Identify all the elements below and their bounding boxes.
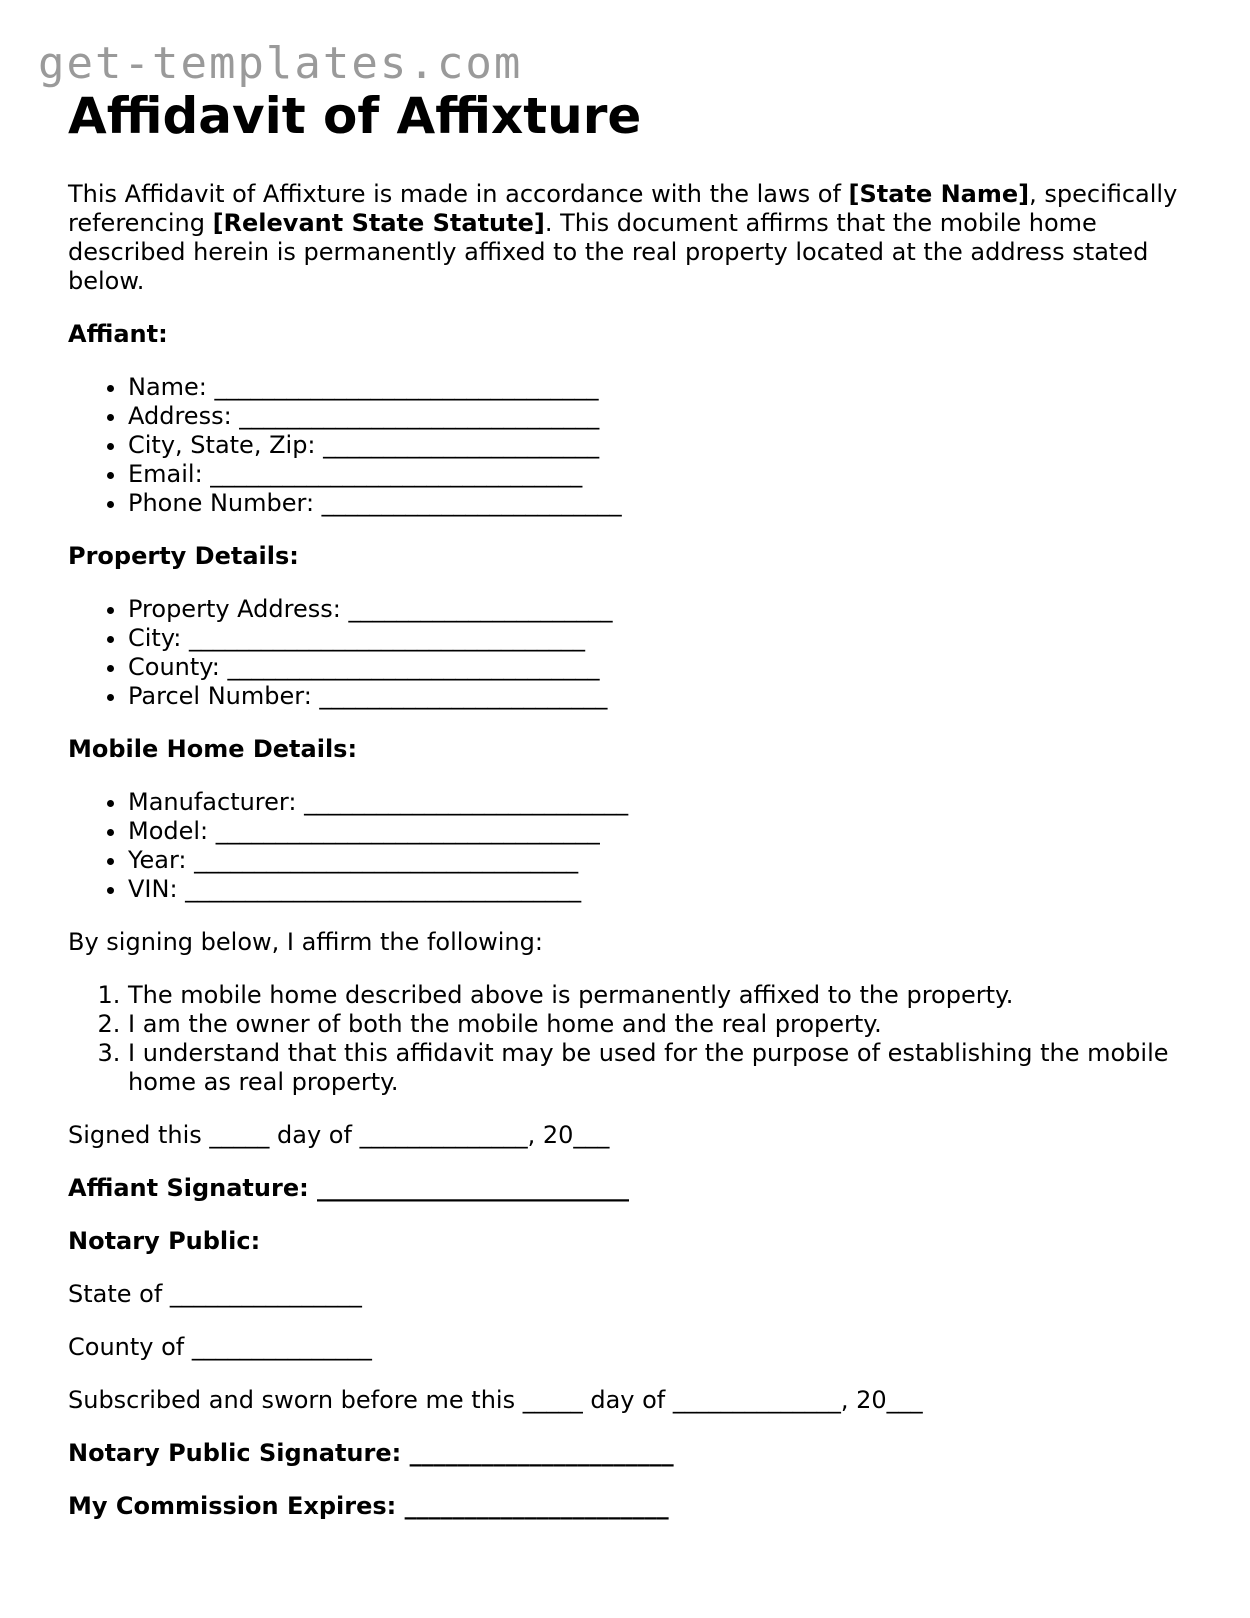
affirmation-item: 1. The mobile home described above is permanently affixed to the property. bbox=[128, 981, 1188, 1010]
intro-text-1: This Affidavit of Affixture is made in accordance with the laws of bbox=[68, 180, 849, 208]
affiant-email-field: • Email: _______________________________ bbox=[128, 460, 1188, 489]
affirm-intro: By signing below, I affirm the following: bbox=[68, 928, 543, 956]
affiant-phone-field: • Phone Number: _________________________ bbox=[128, 489, 1188, 518]
intro-text-2: , specifically referencing bbox=[68, 180, 1178, 237]
affiant-list bbox=[68, 373, 1188, 518]
affiant-signature-line: Affiant Signature: __________________________ bbox=[68, 1174, 630, 1202]
affirmations-list bbox=[68, 981, 1188, 1097]
property-county-field: • County: _______________________________ bbox=[128, 653, 1188, 682]
notary-heading: Notary Public: bbox=[68, 1227, 261, 1255]
intro-paragraph bbox=[68, 180, 1188, 296]
intro-state-placeholder: [State Name] bbox=[848, 180, 1030, 208]
affiant-heading: Affiant: bbox=[68, 320, 168, 348]
notary-signature-line: Notary Public Signature: ______________________ bbox=[68, 1439, 674, 1467]
notary-commission-line: My Commission Expires: ______________________ bbox=[68, 1492, 669, 1520]
mobile-home-year-field: • Year: ________________________________ bbox=[128, 846, 1188, 875]
property-heading: Property Details: bbox=[68, 542, 299, 570]
intro-text-3: . This document affirms that the mobile home described herein is permanently affixed to the real property located at the address stated below. bbox=[68, 209, 1149, 295]
document-title: Affidavit of Affixture bbox=[68, 87, 642, 145]
property-city-field: • City: _________________________________ bbox=[128, 624, 1188, 653]
affiant-address-field: • Address: ______________________________ bbox=[128, 402, 1188, 431]
affiant-name-field: • Name: ________________________________ bbox=[128, 373, 1188, 402]
mobile-home-model-field: • Model: ________________________________ bbox=[128, 817, 1188, 846]
affirmation-item: 2. I am the owner of both the mobile home and the real property. bbox=[128, 1010, 1188, 1039]
notary-county-line: County of _______________ bbox=[68, 1333, 372, 1361]
mobile-home-heading: Mobile Home Details: bbox=[68, 735, 358, 763]
affiant-city-state-zip-field: • City, State, Zip: _______________________ bbox=[128, 431, 1188, 460]
property-address-field: • Property Address: ______________________ bbox=[128, 595, 1188, 624]
property-parcel-field: • Parcel Number: ________________________ bbox=[128, 682, 1188, 711]
notary-state-line: State of ________________ bbox=[68, 1280, 362, 1308]
intro-statute-placeholder: [Relevant State Statute] bbox=[212, 209, 545, 237]
notary-sworn-line: Subscribed and sworn before me this _____ day of ______________, 20___ bbox=[68, 1386, 923, 1414]
affirmation-item: 3. I understand that this affidavit may be used for the purpose of establishing the mobile home as real property. bbox=[128, 1039, 1188, 1097]
property-list bbox=[68, 595, 1188, 711]
mobile-home-list bbox=[68, 788, 1188, 904]
mobile-home-vin-field: • VIN: _________________________________ bbox=[128, 875, 1188, 904]
watermark: get-templates.com bbox=[38, 38, 523, 89]
document-page bbox=[68, 86, 1188, 1545]
mobile-home-manufacturer-field: • Manufacturer: ___________________________ bbox=[128, 788, 1188, 817]
signed-date-line: Signed this _____ day of ______________, 20___ bbox=[68, 1121, 610, 1149]
